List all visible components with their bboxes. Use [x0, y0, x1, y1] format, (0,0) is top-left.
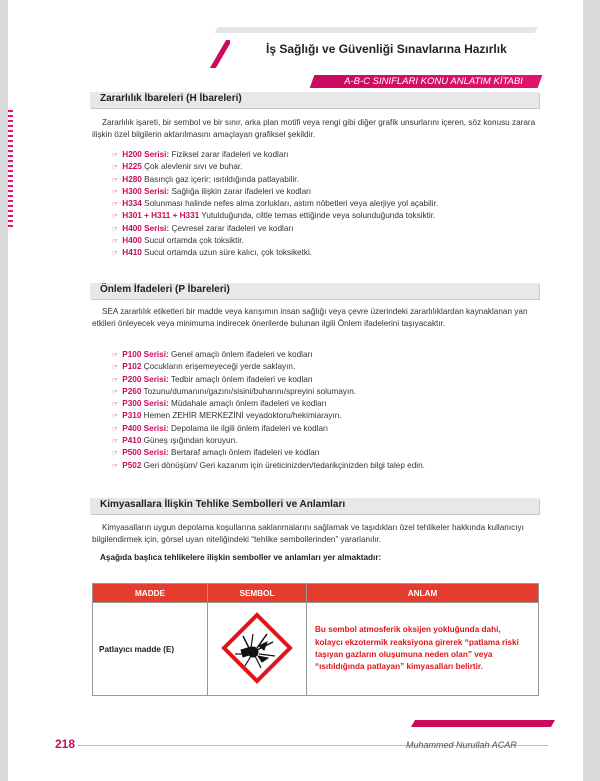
list-item — [112, 374, 425, 386]
statement-text: Sucul ortamda çok toksiktir. — [141, 236, 244, 246]
list-item — [112, 210, 438, 222]
statement-code: P100 Serisi: — [122, 350, 169, 359]
column-header: ANLAM — [307, 584, 539, 603]
statement-text: Geri dönüşüm/ Geri kazanım için üreticinizden/tedarikçinizden bilgi talep edin. — [141, 460, 425, 470]
statement-code: H410 — [122, 248, 142, 258]
pointing-hand-icon: ☞ — [112, 401, 119, 409]
statement-code: H400 Serisi: — [122, 223, 170, 233]
pointing-hand-icon: ☞ — [112, 450, 119, 458]
list-item — [112, 235, 438, 247]
statement-text: Sağlığa ilişkin zarar ifadeleri ve kodları — [169, 186, 312, 196]
pointing-hand-icon: ☞ — [112, 152, 119, 159]
p-statement-list — [112, 349, 425, 472]
statement-code: P310 — [122, 411, 142, 421]
list-item — [112, 460, 425, 472]
h-statement-list — [112, 149, 438, 260]
paragraph-text: Kimyasalların uygun depolama koşullarına saklanmalarını sağlamak ve taşıdıkları özel tehlikeler hakkında kullanıcıyı bilgilendirmek için, görsel uyarı niteliğindeki “tehlike sembollerinden” yararlanılır. — [92, 523, 524, 545]
paragraph-text: Zararlılık işareti, bir sembol ve bir sınır, arka plan motifi veya rengi gibi diğer grafik unsurlarını içeren, söz konusu zarara ilişkin özel bilgilerin aktarılmasını amaçlayan grafiksel şekildir. — [92, 118, 536, 140]
pointing-hand-icon: ☞ — [112, 352, 119, 359]
section-paragraph — [92, 306, 539, 331]
statement-code: H334 — [122, 199, 142, 209]
table-row — [93, 603, 539, 696]
pointing-hand-icon: ☞ — [112, 201, 119, 209]
statement-code: H400 — [122, 236, 142, 246]
section-heading-p — [90, 283, 539, 299]
pointing-hand-icon: ☞ — [112, 176, 119, 184]
statement-code: P260 — [122, 386, 142, 396]
statement-code: P500 Serisi: — [122, 448, 169, 458]
statement-code: H301 + H311 + H331 — [122, 211, 200, 221]
pointing-hand-icon: ☞ — [112, 238, 119, 246]
column-header: SEMBOL — [208, 584, 307, 603]
statement-text: Çocukların erişemeyeceği yerde saklayın. — [141, 362, 296, 372]
book-subtitle: A-B-C SINIFLARI KONU ANLATIM KİTABI — [344, 76, 523, 87]
pointing-hand-icon: ☞ — [112, 225, 119, 233]
statement-code: H200 Serisi: — [122, 150, 170, 159]
header-accent — [210, 40, 232, 68]
statement-code: H300 Serisi: — [122, 186, 170, 196]
page-number: 218 — [55, 737, 76, 751]
statement-code: H280 — [122, 174, 142, 184]
pointing-hand-icon: ☞ — [112, 413, 119, 421]
book-title: İş Sağlığı ve Güvenliği Sınavlarına Hazırlık — [266, 42, 507, 56]
list-item — [112, 198, 438, 210]
statement-text: Fiziksel zarar ifadeleri ve kodları — [169, 150, 289, 159]
statement-code: P200 Serisi: — [122, 374, 169, 384]
list-item — [112, 161, 438, 173]
symbol-cell — [208, 603, 307, 696]
pointing-hand-icon: ☞ — [112, 164, 119, 172]
list-item — [112, 174, 438, 186]
section-title: Önlem İfadeleri (P İbareleri) — [100, 284, 230, 295]
statement-text: Çevresel zarar ifadeleri ve kodları — [169, 223, 294, 233]
pointing-hand-icon: ☞ — [112, 364, 119, 372]
decorative-dots — [8, 110, 13, 230]
statement-code: P102 — [122, 362, 142, 372]
section-title: Kimyasallara İlişkin Tehlike Sembolleri ve Anlamları — [100, 499, 346, 510]
statement-text: Solunması halinde nefes alma zorlukları, astım nöbetleri veya alerjiye yol açabilir. — [141, 199, 439, 209]
statement-text: Sucul ortamda uzun süre kalıcı, çok toksiketki. — [141, 248, 313, 258]
statement-code: P400 Serisi: — [122, 423, 169, 433]
pointing-hand-icon: ☞ — [112, 188, 119, 196]
pointing-hand-icon: ☞ — [112, 388, 119, 396]
pointing-hand-icon: ☞ — [112, 213, 119, 221]
statement-text: Güneş ışığından koruyun. — [141, 436, 238, 446]
statement-text: Tozunu/dumanını/gazını/sisini/buharını/spreyini solumayın. — [141, 386, 357, 396]
explosive-ghs-icon — [221, 612, 293, 684]
list-item — [112, 223, 438, 235]
list-item — [112, 361, 425, 373]
section-paragraph — [92, 522, 539, 547]
statement-text: Hemen ZEHİR MERKEZİNİ veyadoktoru/hekimiarayın. — [141, 411, 342, 421]
statement-code: P300 Serisi: — [122, 399, 169, 409]
list-item — [112, 149, 438, 161]
pointing-hand-icon: ☞ — [112, 250, 119, 258]
section-paragraph — [92, 117, 539, 142]
list-item — [112, 386, 425, 398]
column-header: MADDE — [93, 584, 208, 603]
list-item — [112, 349, 425, 361]
book-page — [8, 0, 583, 781]
paragraph-text: SEA zararlılık etiketleri bir madde veya karışımın insan sağlığı veya çevre üzerindeki zararlılıklardan kaynaklanan yan etkileri önleyecek veya minimuma indirecek önerilerde bulunan ilgili Önlem ifadelerini taşıyacaktır. — [92, 307, 528, 329]
statement-text: Depolama ile ilgili önlem ifadeleri ve kodları — [168, 423, 328, 433]
section-title: Zararlılık İbareleri (H İbareleri) — [100, 93, 242, 104]
statement-text: Yutulduğunda, ciltle temas ettiğinde veya solunduğunda toksiktir. — [199, 211, 436, 221]
statement-code: H225 — [122, 162, 142, 172]
statement-code: P410 — [122, 436, 142, 446]
pointing-hand-icon: ☞ — [112, 425, 119, 433]
author-name: Muhammed Nurullah ACAR — [406, 740, 517, 750]
statement-code: P502 — [122, 460, 142, 470]
substance-cell: Patlayıcı madde (E) — [93, 603, 208, 696]
statement-text: Müdahale amaçlı önlem ifadeleri ve kodları — [168, 399, 327, 409]
section-heading-symbols — [90, 498, 539, 514]
list-item — [112, 423, 425, 435]
meaning-cell: Bu sembol atmosferik oksijen yokluğunda dahi, kolaycı ekzotermik reaksiyona girerek “patlama riski taşıyan gazların oluşumuna neden olan” veya “ısıtıldığında patlayan” kimyasalları belirtir. — [307, 603, 539, 696]
statement-text: Bertaraf amaçlı önlem ifadeleri ve kodları — [168, 448, 320, 458]
pointing-hand-icon: ☞ — [112, 438, 119, 446]
pointing-hand-icon: ☞ — [112, 462, 119, 470]
list-item — [112, 398, 425, 410]
list-item — [112, 447, 425, 459]
statement-text: Tedbir amaçlı önlem ifadeleri ve kodları — [168, 374, 313, 384]
table-header-row — [93, 584, 539, 603]
hazard-symbol-table — [92, 583, 539, 696]
footer-accent — [411, 720, 555, 727]
pointing-hand-icon: ☞ — [112, 376, 119, 384]
section-heading-h — [90, 92, 539, 108]
statement-text: Genel amaçlı önlem ifadeleri ve kodları — [168, 350, 313, 359]
statement-text: Çok alevlenir sıvı ve buhar. — [141, 162, 243, 172]
list-item — [112, 186, 438, 198]
list-item — [112, 247, 438, 259]
list-item — [112, 410, 425, 422]
list-item — [112, 435, 425, 447]
statement-text: Basınçlı gaz içerir; ısıtıldığında patlayabilir. — [141, 174, 299, 184]
lead-text: Aşağıda başlıca tehlikelere ilişkin semboller ve anlamları yer almaktadır: — [100, 553, 382, 562]
